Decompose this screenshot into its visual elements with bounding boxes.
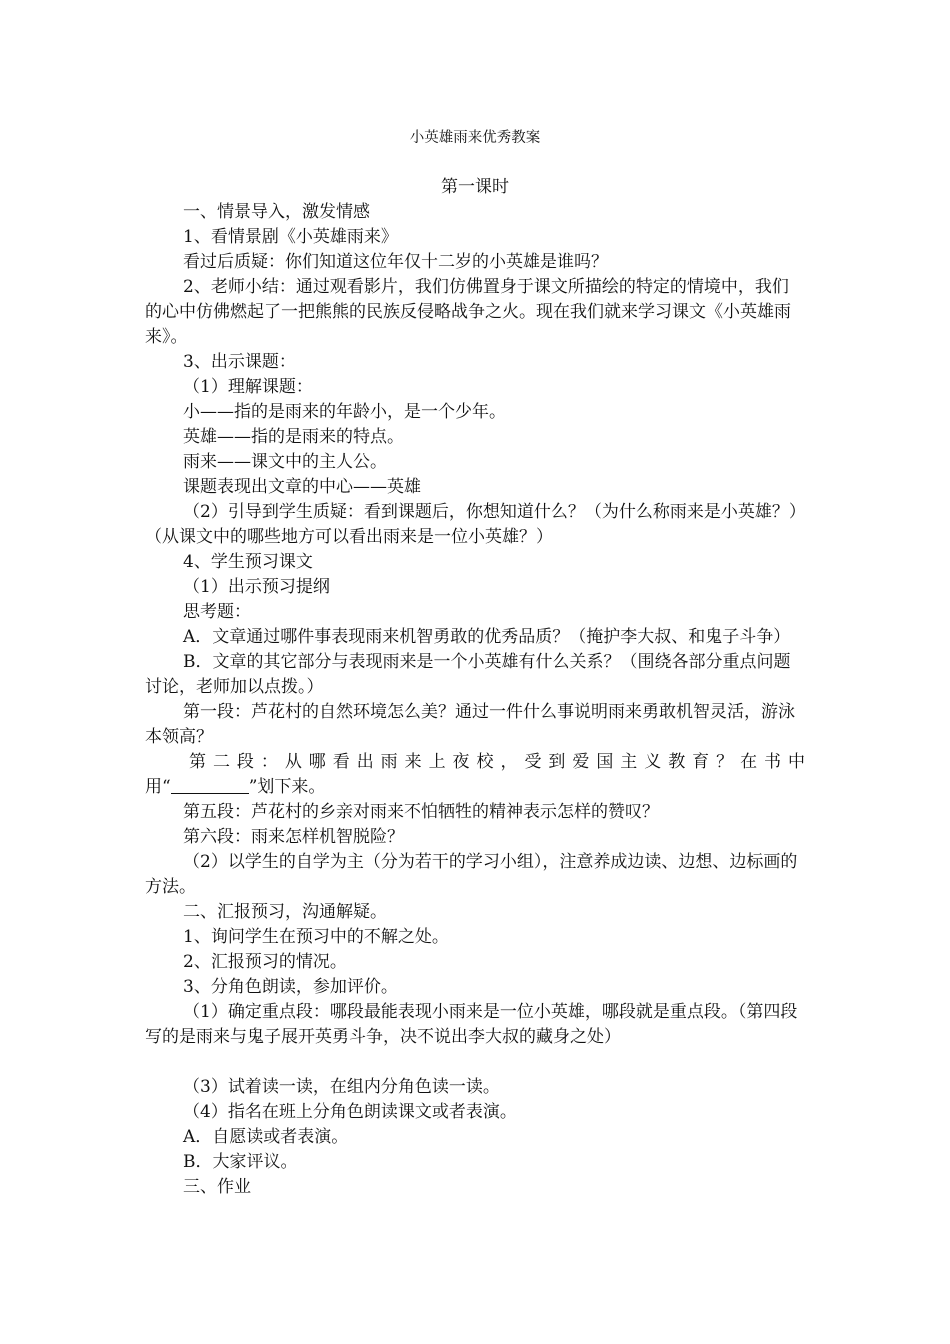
- section-heading: 一、情景导入，激发情感: [183, 202, 370, 222]
- paragraph: 第一段：芦花村的自然环境怎么美？通过一件什么事说明雨来勇敢机智灵活，游泳本领高？: [145, 702, 795, 747]
- paragraph: A．文章通过哪件事表现雨来机智勇敢的优秀品质？（掩护李大叔、和鬼子斗争）: [183, 627, 791, 647]
- paragraph: 1、询问学生在预习中的不解之处。: [183, 927, 449, 947]
- paragraph: 1、看情景剧《小英雄雨来》: [183, 227, 398, 247]
- paragraph: [145, 775, 805, 800]
- paragraph: （1）确定重点段：哪段最能表现小雨来是一位小英雄，哪段就是重点段。（第四段写的是雨来与鬼子展开英勇斗争，决不说出李大叔的藏身之处）: [145, 1002, 798, 1047]
- paragraph: 第六段：雨来怎样机智脱险？: [183, 827, 404, 847]
- paragraph: 看过后质疑：你们知道这位年仅十二岁的小英雄是谁吗？: [183, 252, 608, 272]
- paragraph: 3、分角色朗读，参加评价。: [183, 977, 398, 997]
- paragraph: 第五段：芦花村的乡亲对雨来不怕牺牲的精神表示怎样的赞叹？: [183, 802, 659, 822]
- paragraph: 雨来——课文中的主人公。: [183, 452, 387, 472]
- blank-line: [145, 1050, 805, 1075]
- text-fragment: ”划下来。: [248, 777, 326, 797]
- paragraph: 2、汇报预习的情况。: [183, 952, 347, 972]
- section-heading: 二、汇报预习，沟通解疑。: [183, 902, 387, 922]
- paragraph: （1）理解课题：: [183, 377, 313, 397]
- underline-blank: [171, 776, 249, 794]
- paragraph: （4）指名在班上分角色朗读课文或者表演。: [183, 1102, 517, 1122]
- paragraph: 课题表现出文章的中心——英雄: [183, 477, 421, 497]
- paragraph: 小——指的是雨来的年龄小，是一个少年。: [183, 402, 506, 422]
- section-heading: 三、作业: [183, 1177, 251, 1197]
- paragraph: 4、学生预习课文: [183, 552, 313, 572]
- paragraph: 2、老师小结：通过观看影片，我们仿佛置身于课文所描绘的特定的情境中，我们的心中仿佛燃起了一把熊熊的民族反侵略战争之火。现在我们就来学习课文《小英雄雨来》。: [145, 277, 791, 347]
- paragraph: （2）以学生的自学为主（分为若干的学习小组），注意养成边读、边想、边标画的方法。: [145, 852, 798, 897]
- paragraph: （2）引导到学生质疑：看到课题后，你想知道什么？（为什么称雨来是小英雄？）（从课文中的哪些地方可以看出雨来是一位小英雄？）: [145, 502, 798, 547]
- paragraph: B．大家评议。: [183, 1152, 298, 1172]
- paragraph: （3）试着读一读，在组内分角色读一读。: [183, 1077, 500, 1097]
- paragraph: B．文章的其它部分与表现雨来是一个小英雄有什么关系？（围绕各部分重点问题讨论，老师加以点拨。）: [145, 652, 791, 697]
- text-fragment: 用“: [145, 777, 171, 797]
- paragraph: 思考题：: [183, 602, 251, 622]
- paragraph: A．自愿读或者表演。: [183, 1127, 349, 1147]
- paragraph: 3、出示课题：: [183, 352, 296, 372]
- lesson-heading: 第一课时: [441, 177, 509, 197]
- paragraph: 第二段：从哪看出雨来上夜校，受到爱国主义教育？在书中: [189, 752, 805, 772]
- document-title: 小英雄雨来优秀教案: [409, 130, 541, 146]
- paragraph: （1）出示预习提纲: [183, 577, 330, 597]
- paragraph: 英雄——指的是雨来的特点。: [183, 427, 404, 447]
- document-body: [145, 200, 805, 1200]
